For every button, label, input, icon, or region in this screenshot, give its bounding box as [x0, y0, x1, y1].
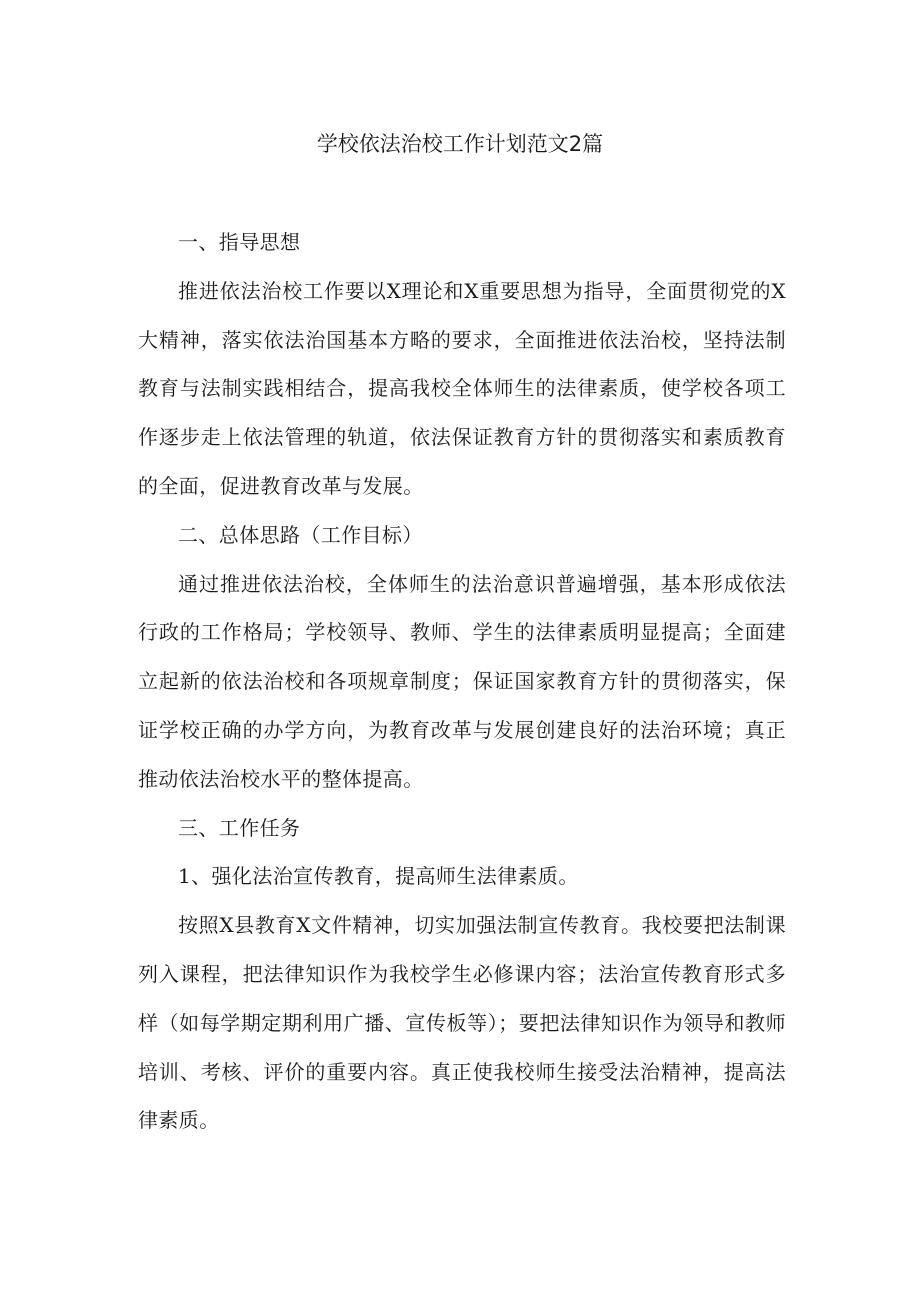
document-body — [138, 218, 786, 1145]
section-paragraph-legal-education: 按照X县教育X文件精神，切实加强法制宣传教育。我校要把法制课列入课程，把法律知识作为我校学生必修课内容；法治宣传教育形式多样（如每学期定期利用广播、宣传板等）；要把法律知识作为领导和教师培训、考核、评价的重要内容。真正使我校师生接受法治精神，提高法律素质。 — [138, 913, 786, 1133]
section-heading-guiding-ideology: 一、指导思想 — [178, 230, 301, 254]
section-subheading-legal-education: 1、强化法治宣传教育，提高师生法律素质。 — [178, 864, 579, 889]
document-title: 学校依法治校工作计划范文2篇 — [316, 132, 604, 156]
section-heading-work-tasks: 三、工作任务 — [178, 815, 301, 840]
section-heading-overall-approach: 二、总体思路（工作目标） — [178, 522, 423, 547]
section-paragraph-overall-approach: 通过推进依法治校，全体师生的法治意识普遍增强，基本形成依法行政的工作格局；学校领导、教师、学生的法律素质明显提高；全面建立起新的依法治校和各项规章制度；保证国家教育方针的贯彻落实，保证学校正确的办学方向，为教育改革与发展创建良好的法治环境；真正推动依法治校水平的整体提高。 — [138, 571, 786, 791]
section-paragraph-guiding-ideology: 推进依法治校工作要以X理论和X重要思想为指导，全面贯彻党的X大精神，落实依法治国基本方略的要求，全面推进依法治校，坚持法制教育与法制实践相结合，提高我校全体师生的法律素质，使学校各项工作逐步走上依法管理的轨道，依法保证教育方针的贯彻落实和素质教育的全面，促进教育改革与发展。 — [138, 278, 786, 498]
